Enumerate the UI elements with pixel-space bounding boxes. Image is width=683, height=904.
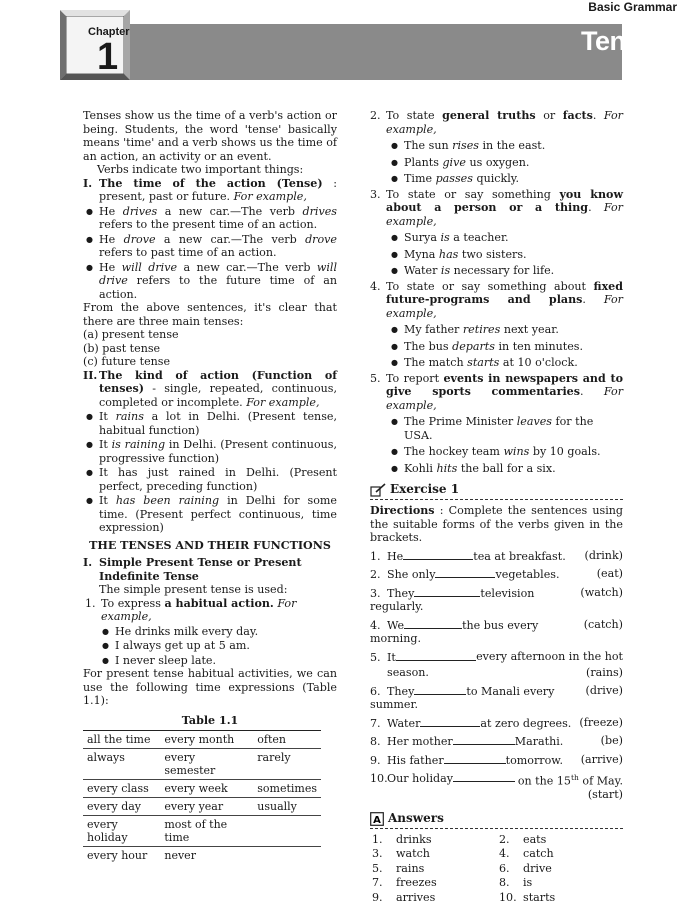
exercise-divider xyxy=(370,499,623,500)
answer-text: drinks xyxy=(396,832,432,846)
usage-item-bold: you know about a person or a thing xyxy=(386,187,623,214)
answer-blank xyxy=(414,586,480,597)
exercise-sentence: 7. Water at zero degrees. xyxy=(370,716,572,730)
exercise-item-cont: season. (rains) xyxy=(387,666,623,679)
usage-item-example: For example, xyxy=(386,385,623,412)
answers-heading xyxy=(370,812,623,826)
section-ii-marker: II. xyxy=(83,368,98,382)
exercise-number: 4. xyxy=(370,618,381,632)
list-item: ● It rains a lot in Delhi. (Present tense, habitual function) xyxy=(83,410,337,437)
usage-item-number: 2. xyxy=(370,109,381,122)
exercise-item xyxy=(370,734,623,749)
answer-blank xyxy=(404,618,462,629)
chapter-number: 1 xyxy=(97,36,119,78)
usage-item-text: To state or say something xyxy=(386,187,560,201)
exercise-sentence: 4. We the bus every morning. xyxy=(370,618,539,645)
list-item: ● It has been raining in Delhi for some time. (Present perfect continuous, time expression) xyxy=(83,494,337,535)
answer-item xyxy=(499,891,619,904)
answers-grid xyxy=(370,833,623,904)
exercise-number: 1. xyxy=(370,549,381,563)
exercise-item xyxy=(370,684,623,712)
list-item: ● He drinks milk every day. xyxy=(99,625,337,639)
list-item: ● It has just rained in Delhi. (Present perfect, preceding function) xyxy=(83,466,337,493)
answer-number: 10. xyxy=(499,890,517,904)
answer-blank xyxy=(420,716,480,727)
usage-item-example: For example, xyxy=(386,109,623,136)
simple-present-used: The simple present tense is used: xyxy=(99,583,288,596)
exercise-number: 6. xyxy=(370,684,381,698)
exercise-item xyxy=(370,586,623,614)
exercise-directions: Directions : Complete the sentences using the suitable forms of the verbs given in the brackets. xyxy=(370,504,623,544)
answer-text: catch xyxy=(523,847,554,861)
section-i-heading: The time of the action (Tense) xyxy=(99,176,323,190)
list-item: ● Kohli hits the ball for a six. xyxy=(388,462,623,476)
usage-item xyxy=(370,280,623,321)
usage-item-bold2: facts xyxy=(562,109,593,122)
answer-blank xyxy=(444,753,506,764)
answer-item xyxy=(499,833,619,847)
left-column xyxy=(83,109,337,864)
usage-item-text: To report xyxy=(386,371,444,385)
exercise-sentence: 3. They television regularly. xyxy=(370,586,535,613)
answer-number: 6. xyxy=(499,861,510,875)
answer-text: freezes xyxy=(396,876,437,890)
tense-a: (a) present tense xyxy=(83,328,179,341)
usage-item-bullets xyxy=(388,139,623,186)
exercise-verb: (watch) xyxy=(580,585,623,599)
table-caption: Table 1.1 xyxy=(181,713,239,727)
usage-item-text: To state or say something about xyxy=(386,279,594,293)
exercise-verb: (start) xyxy=(587,788,623,802)
exercise-verb: (catch) xyxy=(583,617,623,631)
list-item: ● Plants give us oxygen. xyxy=(388,156,623,170)
intro-paragraph: Tenses show us the time of a verb's action or being. Students, the word 'tense' basically means 'time' and a verb shows us the time of an action, an activity or an event. xyxy=(83,109,337,163)
table-row: always every semester rarely xyxy=(83,749,321,780)
answer-number: 2. xyxy=(499,832,510,846)
exercise-verb: (rains) xyxy=(586,666,623,679)
usage-item-post: . xyxy=(582,293,586,306)
simple-present-bullets xyxy=(99,625,337,668)
simple-present-after: For present tense habitual activities, we can use the following time expressions (Table 1.1): xyxy=(83,667,337,707)
usage-item xyxy=(370,109,623,136)
answers-icon xyxy=(370,812,384,826)
answer-blank xyxy=(403,549,473,560)
chapter-label: Chapter xyxy=(88,26,130,38)
section-ii xyxy=(83,369,337,410)
exercise-item xyxy=(370,567,623,582)
usage-item-example: For example, xyxy=(386,201,623,228)
exercise-number: 9. xyxy=(370,753,381,767)
section-i-bullets xyxy=(83,205,337,302)
answer-blank xyxy=(453,734,515,745)
usage-item-bullets xyxy=(388,231,623,278)
list-item: ● The match starts at 10 o'clock. xyxy=(388,356,623,370)
list-item: ● Myna has two sisters. xyxy=(388,248,623,262)
section-i-example: For example, xyxy=(233,190,307,203)
list-item: ● The hockey team wins by 10 goals. xyxy=(388,445,623,459)
list-item: ● He drives a new car.—The verb drives refers to the present time of an action. xyxy=(83,205,337,232)
section-i-marker: I. xyxy=(83,176,93,190)
section-ii-example: For example, xyxy=(246,395,320,409)
exercise-number: 7. xyxy=(370,716,381,730)
answer-number: 5. xyxy=(372,861,383,875)
exercise-number: 2. xyxy=(370,568,381,581)
answer-number: 7. xyxy=(372,876,383,890)
exercise-sentence: 9. His father tomorrow. xyxy=(370,753,563,767)
exercise-number: 5. xyxy=(370,650,381,664)
usage-item-number: 5. xyxy=(370,371,381,385)
usage-item-bullets xyxy=(388,415,623,475)
list-item: ● I never sleep late. xyxy=(99,654,337,668)
section-i-after: From the above sentences, it's clear that there are three main tenses: xyxy=(83,301,337,328)
section-i xyxy=(83,177,337,204)
exercise-verb: (drive) xyxy=(585,683,623,697)
section-ii-rest: - single, repeated, continuous, completed or incomplete. xyxy=(99,382,337,409)
exercise-number: 8. xyxy=(370,735,381,748)
exercise-heading xyxy=(370,483,623,497)
list-item: ● Surya is a teacher. xyxy=(388,231,623,245)
simple-present-heading: Simple Present Tense or Present Indefinite Tense xyxy=(99,556,302,583)
chapter-title: Tenses xyxy=(580,26,669,56)
usage-item-post: . xyxy=(580,385,584,398)
exercise-verb: (drink) xyxy=(584,548,623,562)
section-ii-bullets xyxy=(83,410,337,535)
answer-number: 4. xyxy=(499,847,510,861)
exercise-item xyxy=(370,753,623,768)
exercise-tail: on the 15th of May. xyxy=(517,773,623,788)
exercise-verb: (freeze) xyxy=(579,715,623,729)
usage-item-number: 3. xyxy=(370,187,381,201)
answer-blank xyxy=(453,771,515,782)
answer-item xyxy=(372,833,499,847)
answer-text: drive xyxy=(523,861,552,875)
exercise-item xyxy=(370,716,623,731)
answer-text: starts xyxy=(523,890,556,904)
list-item: ● The bus departs in ten minutes. xyxy=(388,340,623,354)
answer-item xyxy=(372,891,499,904)
list-item: ● He drove a new car.—The verb drove refers to past time of an action. xyxy=(83,233,337,260)
answer-item xyxy=(372,862,499,876)
answer-number: 1. xyxy=(372,832,383,846)
usage-item-text: To state xyxy=(386,109,443,122)
time-expressions-table xyxy=(83,730,321,864)
exercise-item: 5. It every afternoon in the hot xyxy=(370,649,623,664)
usage-item-post: . xyxy=(588,201,592,214)
answer-blank xyxy=(435,567,495,578)
usage-item-bold: events in newspapers and to give sports commentaries xyxy=(386,371,623,398)
answer-text: watch xyxy=(396,847,430,861)
tense-b: (b) past tense xyxy=(83,341,161,355)
simple-present-marker: I. xyxy=(83,556,93,569)
exercise-verb: (be) xyxy=(600,734,623,747)
answer-number: 9. xyxy=(372,890,383,904)
exercise-number: 3. xyxy=(370,586,381,600)
usage-item-example: For example, xyxy=(386,293,623,320)
answer-item xyxy=(372,876,499,890)
exercise-sentence: 1. He tea at breakfast. xyxy=(370,549,566,563)
section-ii-heading: The kind of action (Function of tenses) xyxy=(99,368,337,395)
answer-item xyxy=(372,847,499,861)
answer-item xyxy=(499,876,619,890)
exercise-sentence: 8. Her mother Marathi. xyxy=(370,735,564,748)
usage-item-post: . xyxy=(592,109,597,122)
usage-item-bold: general truths xyxy=(442,109,536,122)
list-item: ● The sun rises in the east. xyxy=(388,139,623,153)
answer-text: arrives xyxy=(396,890,436,904)
functions-heading: THE TENSES AND THEIR FUNCTIONS xyxy=(89,538,331,552)
list-item: ● The Prime Minister leaves for the USA. xyxy=(388,415,623,442)
exercise-sentence: 6. They to Manali every summer. xyxy=(370,684,555,711)
list-item: ● Time passes quickly. xyxy=(388,172,623,186)
table-row: every holiday most of the time xyxy=(83,816,321,847)
table-row: every hour never xyxy=(83,847,321,865)
answer-item xyxy=(499,862,619,876)
exercise-sentence: 10.Our holiday xyxy=(370,771,515,788)
answer-number: 8. xyxy=(499,876,510,890)
exercise-number: 10. xyxy=(370,772,388,785)
usage-items xyxy=(370,109,623,475)
table-row: every class every week sometimes xyxy=(83,780,321,798)
exercise-verb: (arrive) xyxy=(580,752,623,766)
pencil-note-icon xyxy=(370,483,386,497)
intro-verbs-indicate: Verbs indicate two important things: xyxy=(97,163,304,176)
exercise-item xyxy=(370,549,623,564)
list-item: ● It is raining in Delhi. (Present continuous, progressive function) xyxy=(83,438,337,465)
answer-blank xyxy=(414,684,466,695)
table-row: all the time every month often xyxy=(83,731,321,749)
usage-item xyxy=(370,372,623,413)
right-column xyxy=(370,109,623,904)
exercise-verb: (eat) xyxy=(596,567,623,580)
exercise-items xyxy=(370,549,623,802)
answer-text: rains xyxy=(396,861,425,875)
answers-title: Answers xyxy=(388,810,444,825)
list-item: ● I always get up at 5 am. xyxy=(99,639,337,653)
answer-blank xyxy=(396,650,476,661)
section-i-rest: : present, past or future. xyxy=(99,176,337,203)
list-item: ● He will drive a new car.—The verb will drive refers to the future time of an action. xyxy=(83,261,337,302)
list-item: ● My father retires next year. xyxy=(388,323,623,337)
svg-text:A: A xyxy=(373,814,381,826)
exercise-sentence: 5. It xyxy=(370,650,476,665)
exercise-sentence: 2. She only vegetables. xyxy=(370,568,560,581)
answers-divider xyxy=(370,828,623,829)
usage-item-number: 4. xyxy=(370,279,381,293)
table-row: every day every year usually xyxy=(83,798,321,816)
answer-item xyxy=(499,847,619,861)
answer-text: is xyxy=(523,876,533,890)
running-head: Basic Grammar xyxy=(588,0,677,14)
answer-text: eats xyxy=(523,832,547,846)
answer-number: 3. xyxy=(372,847,383,861)
list-item: ● Water is necessary for life. xyxy=(388,264,623,278)
exercise-item xyxy=(370,771,623,788)
usage-item-mid: or xyxy=(535,109,563,122)
usage-item xyxy=(370,188,623,229)
exercise-item xyxy=(370,618,623,646)
simple-present-heading-row xyxy=(83,556,337,583)
usage-item-bold: fixed future-programs and plans xyxy=(386,279,623,306)
simple-present-item1: 1. To express a habitual action. For example, xyxy=(85,596,297,623)
tense-c: (c) future tense xyxy=(83,355,171,368)
usage-item-bullets xyxy=(388,323,623,370)
exercise-title: Exercise 1 xyxy=(390,482,460,497)
